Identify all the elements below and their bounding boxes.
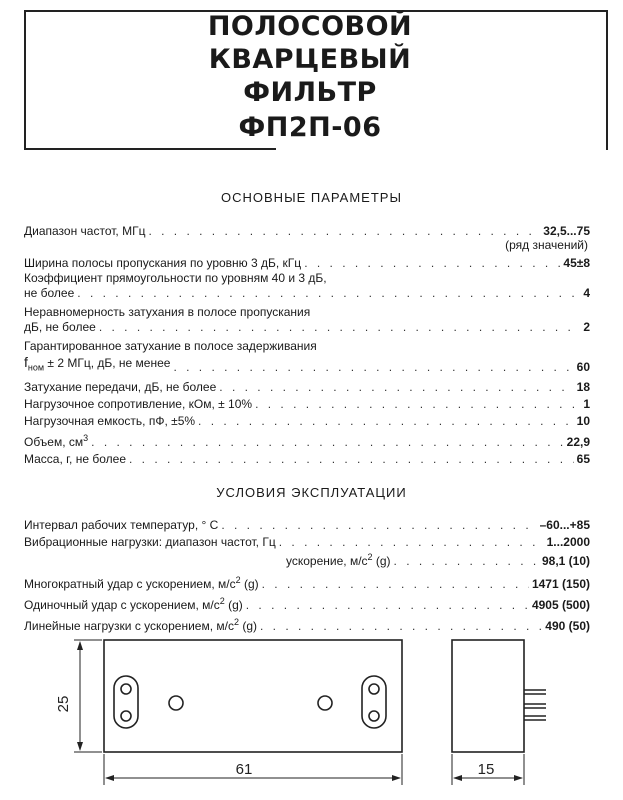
param-label-line: Гарантированное затухание в полосе задерживания <box>24 339 317 353</box>
param-value: 65 <box>576 452 590 467</box>
title-line-2: КВАРЦЕВЫЙ <box>208 44 412 75</box>
param-volume: Объем, $см^3$ . . . 22,9 <box>24 431 590 450</box>
mount-hole <box>121 711 131 721</box>
param-value: 2 <box>583 320 590 334</box>
mount-hole <box>369 684 379 694</box>
operating-conditions-heading: УСЛОВИЯ ЭКСПЛУАТАЦИИ <box>216 485 407 500</box>
param-label: дБ, не более <box>24 320 96 334</box>
mount-hole <box>369 711 379 721</box>
param-label: Нагрузочная емкость, пФ, ±5% <box>24 414 196 429</box>
title-line-3: ФИЛЬТР <box>243 77 377 108</box>
mount-hole <box>121 684 131 694</box>
cond-vibration <box>24 535 590 550</box>
param-label: Нагрузочное сопротивление, кОм, ± 10% <box>24 397 253 412</box>
main-params-heading: ОСНОВНЫЕ ПАРАМЕТРЫ <box>221 190 402 205</box>
param-label: Вибрационные нагрузки: диапазон частот, Гц <box>24 535 276 549</box>
document-title <box>145 10 475 144</box>
operating-conditions-list <box>24 518 590 634</box>
filter-body-side <box>452 640 524 752</box>
param-label: не более <box>24 286 75 300</box>
cond-single-shock: Одиночный удар с ускорением, $м/с^2$ (g) . . . 4905 (500) <box>24 594 590 613</box>
param-load-capacitance <box>24 414 590 429</box>
param-value: 1...2000 <box>546 535 590 549</box>
param-note: (ряд значений) <box>505 238 588 252</box>
dimension-drawing <box>0 620 623 800</box>
param-value: 98,1 (10) <box>541 554 590 568</box>
param-value: 18 <box>576 380 590 395</box>
main-params-list <box>24 224 590 467</box>
center-hole-right <box>318 696 332 710</box>
param-mass <box>24 452 590 467</box>
param-value: –60...+85 <box>539 518 590 532</box>
param-label: Диапазон частот, МГц <box>24 224 146 238</box>
param-freq-range <box>24 224 590 239</box>
cond-multi-shock: Многократный удар с ускорением, $м/с^2$ (g) . . . 1471 (150) <box>24 573 590 592</box>
param-value: 32,5...75 <box>543 224 590 238</box>
param-label: Ширина полосы пропускания по уровню 3 дБ, кГц <box>24 256 302 270</box>
length-dimension-label: 61 <box>235 761 253 778</box>
cond-linear-load: Линейные нагрузки с ускорением, $м/с^2$ (g) . . . 490 (50) <box>24 615 590 634</box>
width-dimension-label: 15 <box>477 761 495 778</box>
cond-temp-range <box>24 518 590 533</box>
param-value: 490 (50) <box>545 619 590 633</box>
center-hole-left <box>169 696 183 710</box>
param-insertion-loss <box>24 380 590 395</box>
param-value: 22,9 <box>566 435 590 450</box>
title-line-1: ПОЛОСОВОЙ <box>207 11 413 42</box>
param-stop-attenuation: $f_{ном} \pm 2$ МГц, дБ, не менее . . . 60 <box>24 354 590 376</box>
param-value: 4905 (500) <box>531 598 590 612</box>
param-value: 4 <box>583 286 590 300</box>
height-dimension-label: 25 <box>55 695 72 713</box>
param-label: Интервал рабочих температур, ° С <box>24 518 219 532</box>
param-load-resistance <box>24 397 590 412</box>
param-label-line: Коэффициент прямоугольности по уровням 40 и 3 дБ, <box>24 271 327 285</box>
param-value: 10 <box>576 414 590 429</box>
filter-body-front <box>104 640 402 752</box>
param-value: 1 <box>583 397 590 412</box>
param-value: 45±8 <box>563 256 590 270</box>
param-label: Масса, г, не более <box>24 452 126 467</box>
param-value: 60 <box>576 360 590 375</box>
param-label: Затухание передачи, дБ, не более <box>24 380 217 395</box>
param-shape-factor <box>24 286 590 301</box>
param-value: 1471 (150) <box>531 577 590 591</box>
cond-vibration-accel: ускорение, $м/с^2$ (g) . . . 98,1 (10) <box>24 550 590 569</box>
param-bandwidth <box>24 256 590 271</box>
param-label-line: Неравномерность затухания в полосе пропускания <box>24 305 311 319</box>
model-number: ФП2П-06 <box>238 112 382 143</box>
param-ripple <box>24 320 590 335</box>
